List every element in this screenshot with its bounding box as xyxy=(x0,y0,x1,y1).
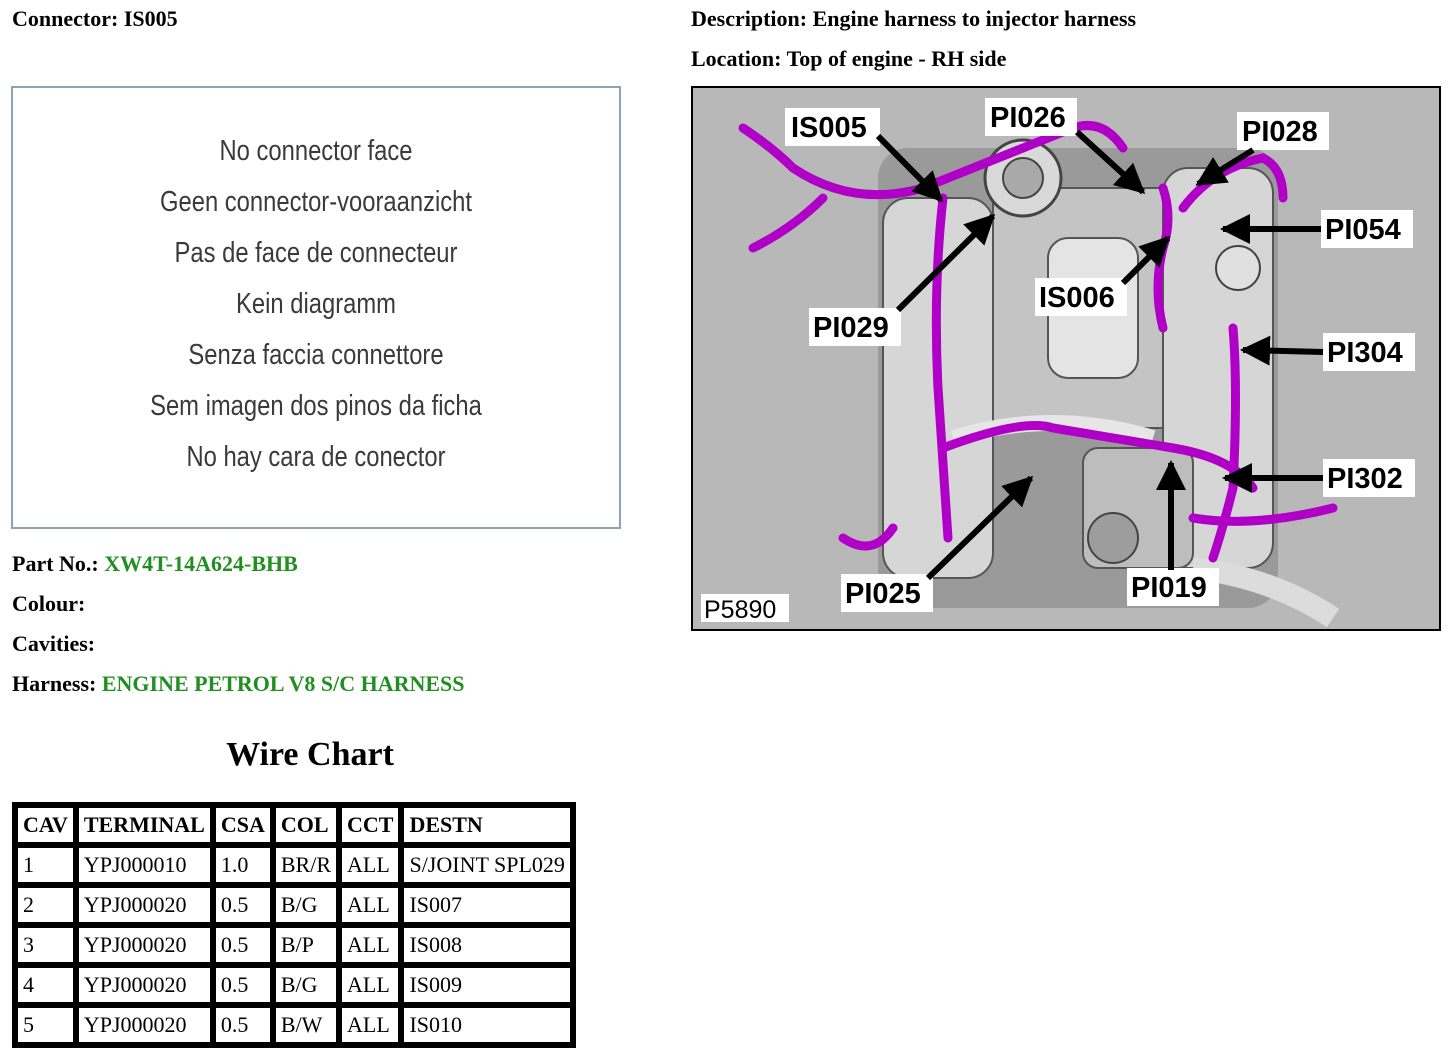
cell-csa: 1.0 xyxy=(213,845,273,885)
harness-field xyxy=(12,671,465,697)
header-destn: DESTN xyxy=(401,805,572,845)
description-label: Description: xyxy=(691,6,808,31)
table-row xyxy=(15,965,573,1005)
table-header-row xyxy=(15,805,573,845)
callout-is006: IS006 xyxy=(1039,282,1115,314)
cell-terminal: YPJ000020 xyxy=(76,1005,213,1045)
cell-col: B/G xyxy=(273,965,339,1005)
wire-chart-table xyxy=(12,802,576,1048)
no-face-line: Senza faccia connettore xyxy=(188,339,444,371)
no-connector-face-text xyxy=(68,126,565,483)
colour-field xyxy=(12,591,85,617)
header-col: COL xyxy=(273,805,339,845)
cell-cav: 3 xyxy=(15,925,76,965)
header-csa: CSA xyxy=(213,805,273,845)
cavities-field xyxy=(12,631,95,657)
engine-location-diagram xyxy=(691,86,1441,631)
connector-value: IS005 xyxy=(123,6,178,31)
cell-cct: ALL xyxy=(339,885,401,925)
oil-filler-cap xyxy=(1216,246,1260,290)
no-face-line: No connector face xyxy=(219,135,413,167)
callout-pi029: PI029 xyxy=(813,312,889,344)
callout-pi054: PI054 xyxy=(1325,214,1401,246)
callout-pi302: PI302 xyxy=(1327,463,1403,495)
connector-field xyxy=(12,6,178,32)
wire-chart-title: Wire Chart xyxy=(226,736,394,773)
cell-cav: 5 xyxy=(15,1005,76,1045)
cell-cav: 4 xyxy=(15,965,76,1005)
cavities-label: Cavities: xyxy=(12,631,96,656)
cell-terminal: YPJ000020 xyxy=(76,885,213,925)
table-row xyxy=(15,925,573,965)
cell-col: B/W xyxy=(273,1005,339,1045)
header-cav: CAV xyxy=(15,805,76,845)
cell-csa: 0.5 xyxy=(213,1005,273,1045)
no-connector-face-panel xyxy=(11,86,621,529)
callout-pi026: PI026 xyxy=(990,102,1066,134)
harness-label: Harness: xyxy=(12,671,97,696)
callout-pi019: PI019 xyxy=(1131,572,1207,604)
header-terminal: TERMINAL xyxy=(76,805,213,845)
cell-csa: 0.5 xyxy=(213,885,273,925)
table-row xyxy=(15,885,573,925)
cell-csa: 0.5 xyxy=(213,965,273,1005)
part-no-label: Part No.: xyxy=(12,551,99,576)
description-field xyxy=(691,6,1136,32)
connector-label: Connector: xyxy=(12,6,119,31)
engine-illustration xyxy=(693,88,1439,629)
cell-cav: 2 xyxy=(15,885,76,925)
harness-value: ENGINE PETROL V8 S/C HARNESS xyxy=(101,671,465,696)
cell-cct: ALL xyxy=(339,965,401,1005)
cell-cct: ALL xyxy=(339,925,401,965)
callout-pi028: PI028 xyxy=(1242,116,1318,148)
cell-terminal: YPJ000020 xyxy=(76,925,213,965)
no-face-line: Kein diagramm xyxy=(236,288,396,320)
cell-col: BR/R xyxy=(273,845,339,885)
part-no-field xyxy=(12,551,298,577)
cell-csa: 0.5 xyxy=(213,925,273,965)
header-cct: CCT xyxy=(339,805,401,845)
description-value: Engine harness to injector harness xyxy=(812,6,1137,31)
cell-destn: IS008 xyxy=(401,925,572,965)
cell-destn: S/JOINT SPL029 xyxy=(401,845,572,885)
callout-is005: IS005 xyxy=(791,112,867,144)
cell-cct: ALL xyxy=(339,1005,401,1045)
part-no-value: XW4T-14A624-BHB xyxy=(104,551,298,576)
location-label: Location: xyxy=(691,46,782,71)
location-value: Top of engine - RH side xyxy=(786,46,1007,71)
colour-label: Colour: xyxy=(12,591,86,616)
table-row xyxy=(15,1005,573,1045)
callout-pi304: PI304 xyxy=(1327,337,1403,369)
table-row xyxy=(15,845,573,885)
figure-id: P5890 xyxy=(704,596,777,624)
cell-col: B/G xyxy=(273,885,339,925)
cell-cav: 1 xyxy=(15,845,76,885)
no-face-line: Sem imagen dos pinos da ficha xyxy=(150,390,482,422)
location-field xyxy=(691,46,1006,72)
cell-terminal: YPJ000020 xyxy=(76,965,213,1005)
cell-col: B/P xyxy=(273,925,339,965)
cell-terminal: YPJ000010 xyxy=(76,845,213,885)
callout-pi025: PI025 xyxy=(845,578,921,610)
no-face-line: No hay cara de conector xyxy=(186,441,446,473)
cell-destn: IS010 xyxy=(401,1005,572,1045)
no-face-line: Geen connector-vooraanzicht xyxy=(160,186,472,218)
cell-destn: IS009 xyxy=(401,965,572,1005)
no-face-line: Pas de face de connecteur xyxy=(174,237,458,269)
cell-cct: ALL xyxy=(339,845,401,885)
cell-destn: IS007 xyxy=(401,885,572,925)
